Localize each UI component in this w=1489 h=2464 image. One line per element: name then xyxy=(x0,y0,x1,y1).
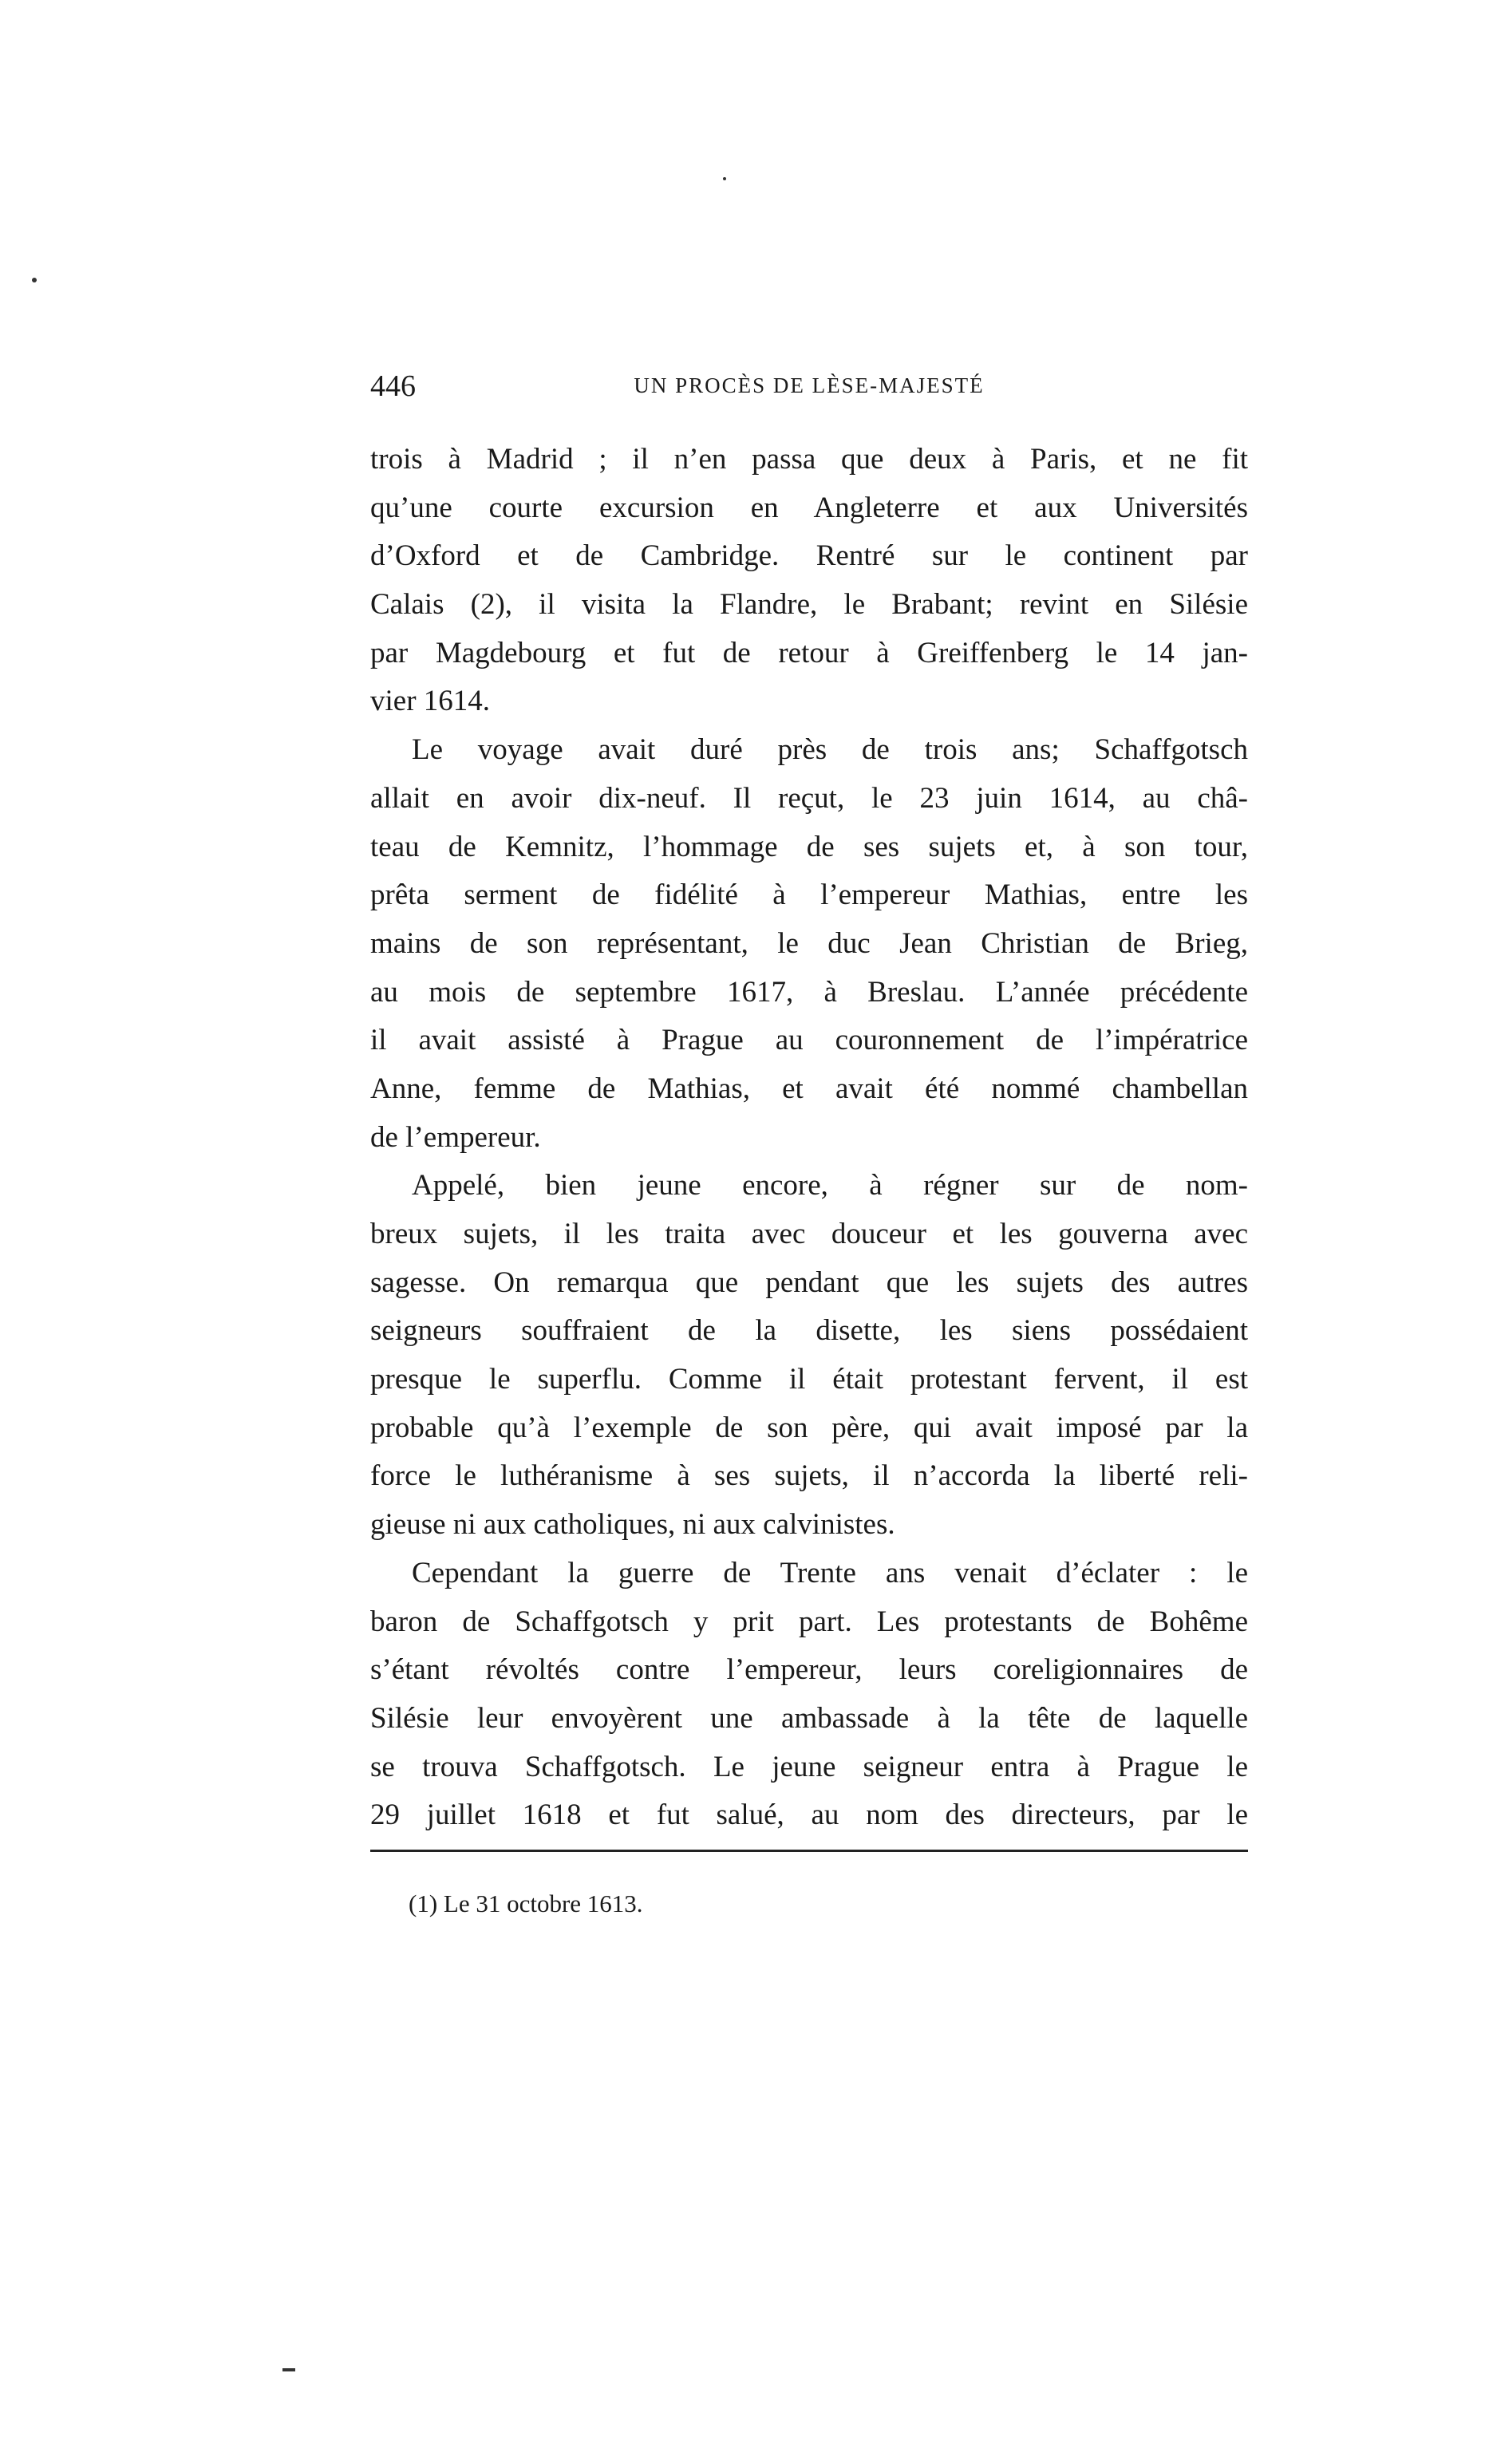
text-line: Le voyage avait duré près de trois ans; Schaffgotsch xyxy=(412,733,1248,767)
text-line: seigneurs souffraient de la disette, les siens possédaient xyxy=(370,1314,1248,1348)
text-line: teau de Kemnitz, l’hommage de ses sujets et, à son tour, xyxy=(370,830,1248,863)
scan-speck xyxy=(32,278,37,282)
text-line: au mois de septembre 1617, à Breslau. L’année précédente xyxy=(370,975,1248,1009)
text-line: mains de son représentant, le duc Jean Christian de Brieg, xyxy=(370,926,1248,960)
text-line: allait en avoir dix-neuf. Il reçut, le 23 juin 1614, au châ- xyxy=(370,781,1248,815)
text-line: 29 juillet 1618 et fut salué, au nom des directeurs, par le xyxy=(370,1799,1248,1832)
scan-speck xyxy=(282,2368,295,2371)
running-title: UN PROCÈS DE LÈSE-MAJESTÉ xyxy=(634,373,985,397)
text-line: par Magdebourg et fut de retour à Greiffenberg le 14 jan- xyxy=(370,636,1248,669)
text-line: sagesse. On remarqua que pendant que les sujets des autres xyxy=(370,1266,1248,1299)
scan-speck xyxy=(723,177,726,180)
text-line: Calais (2), il visita la Flandre, le Brabant; revint en Silésie xyxy=(370,588,1248,622)
text-line: se trouva Schaffgotsch. Le jeune seigneur entra à Prague le xyxy=(370,1750,1248,1783)
text-line: de l’empereur. xyxy=(370,1120,541,1154)
text-line: trois à Madrid ; il n’en passa que deux à Paris, et ne fit xyxy=(370,443,1248,476)
footnote: (1) Le 31 octobre 1613. xyxy=(409,1889,643,1917)
page-number: 446 xyxy=(370,369,416,403)
text-line: baron de Schaffgotsch y prit part. Les protestants de Bohême xyxy=(370,1605,1248,1638)
text-line: presque le superflu. Comme il était protestant fervent, il est xyxy=(370,1363,1248,1396)
text-line: force le luthéranisme à ses sujets, il n’accorda la liberté reli- xyxy=(370,1459,1248,1493)
text-line: Silésie leur envoyèrent une ambassade à la tête de laquelle xyxy=(370,1701,1248,1735)
text-line: d’Oxford et de Cambridge. Rentré sur le continent par xyxy=(370,539,1248,573)
text-line: Appelé, bien jeune encore, à régner sur de nom- xyxy=(412,1169,1248,1202)
text-line: probable qu’à l’exemple de son père, qui avait imposé par la xyxy=(370,1411,1248,1444)
body-text xyxy=(370,436,1248,1840)
text-line: breux sujets, il les traita avec douceur et les gouverna avec xyxy=(370,1218,1248,1250)
footnote-rule xyxy=(370,1850,1248,1852)
text-line: Anne, femme de Mathias, et avait été nommé chambellan xyxy=(370,1072,1248,1105)
text-line: gieuse ni aux catholiques, ni aux calvinistes. xyxy=(370,1508,895,1542)
page-header xyxy=(370,369,1248,413)
text-line: qu’une courte excursion en Angleterre et aux Universités xyxy=(370,491,1248,524)
text-line: prêta serment de fidélité à l’empereur Mathias, entre les xyxy=(370,879,1248,912)
text-line: vier 1614. xyxy=(370,685,491,718)
text-line: il avait assisté à Prague au couronnement de l’impératrice xyxy=(370,1024,1248,1057)
text-line: s’étant révoltés contre l’empereur, leurs coreligionnaires de xyxy=(370,1653,1248,1687)
text-line: Cependant la guerre de Trente ans venait d’éclater : le xyxy=(412,1556,1248,1589)
